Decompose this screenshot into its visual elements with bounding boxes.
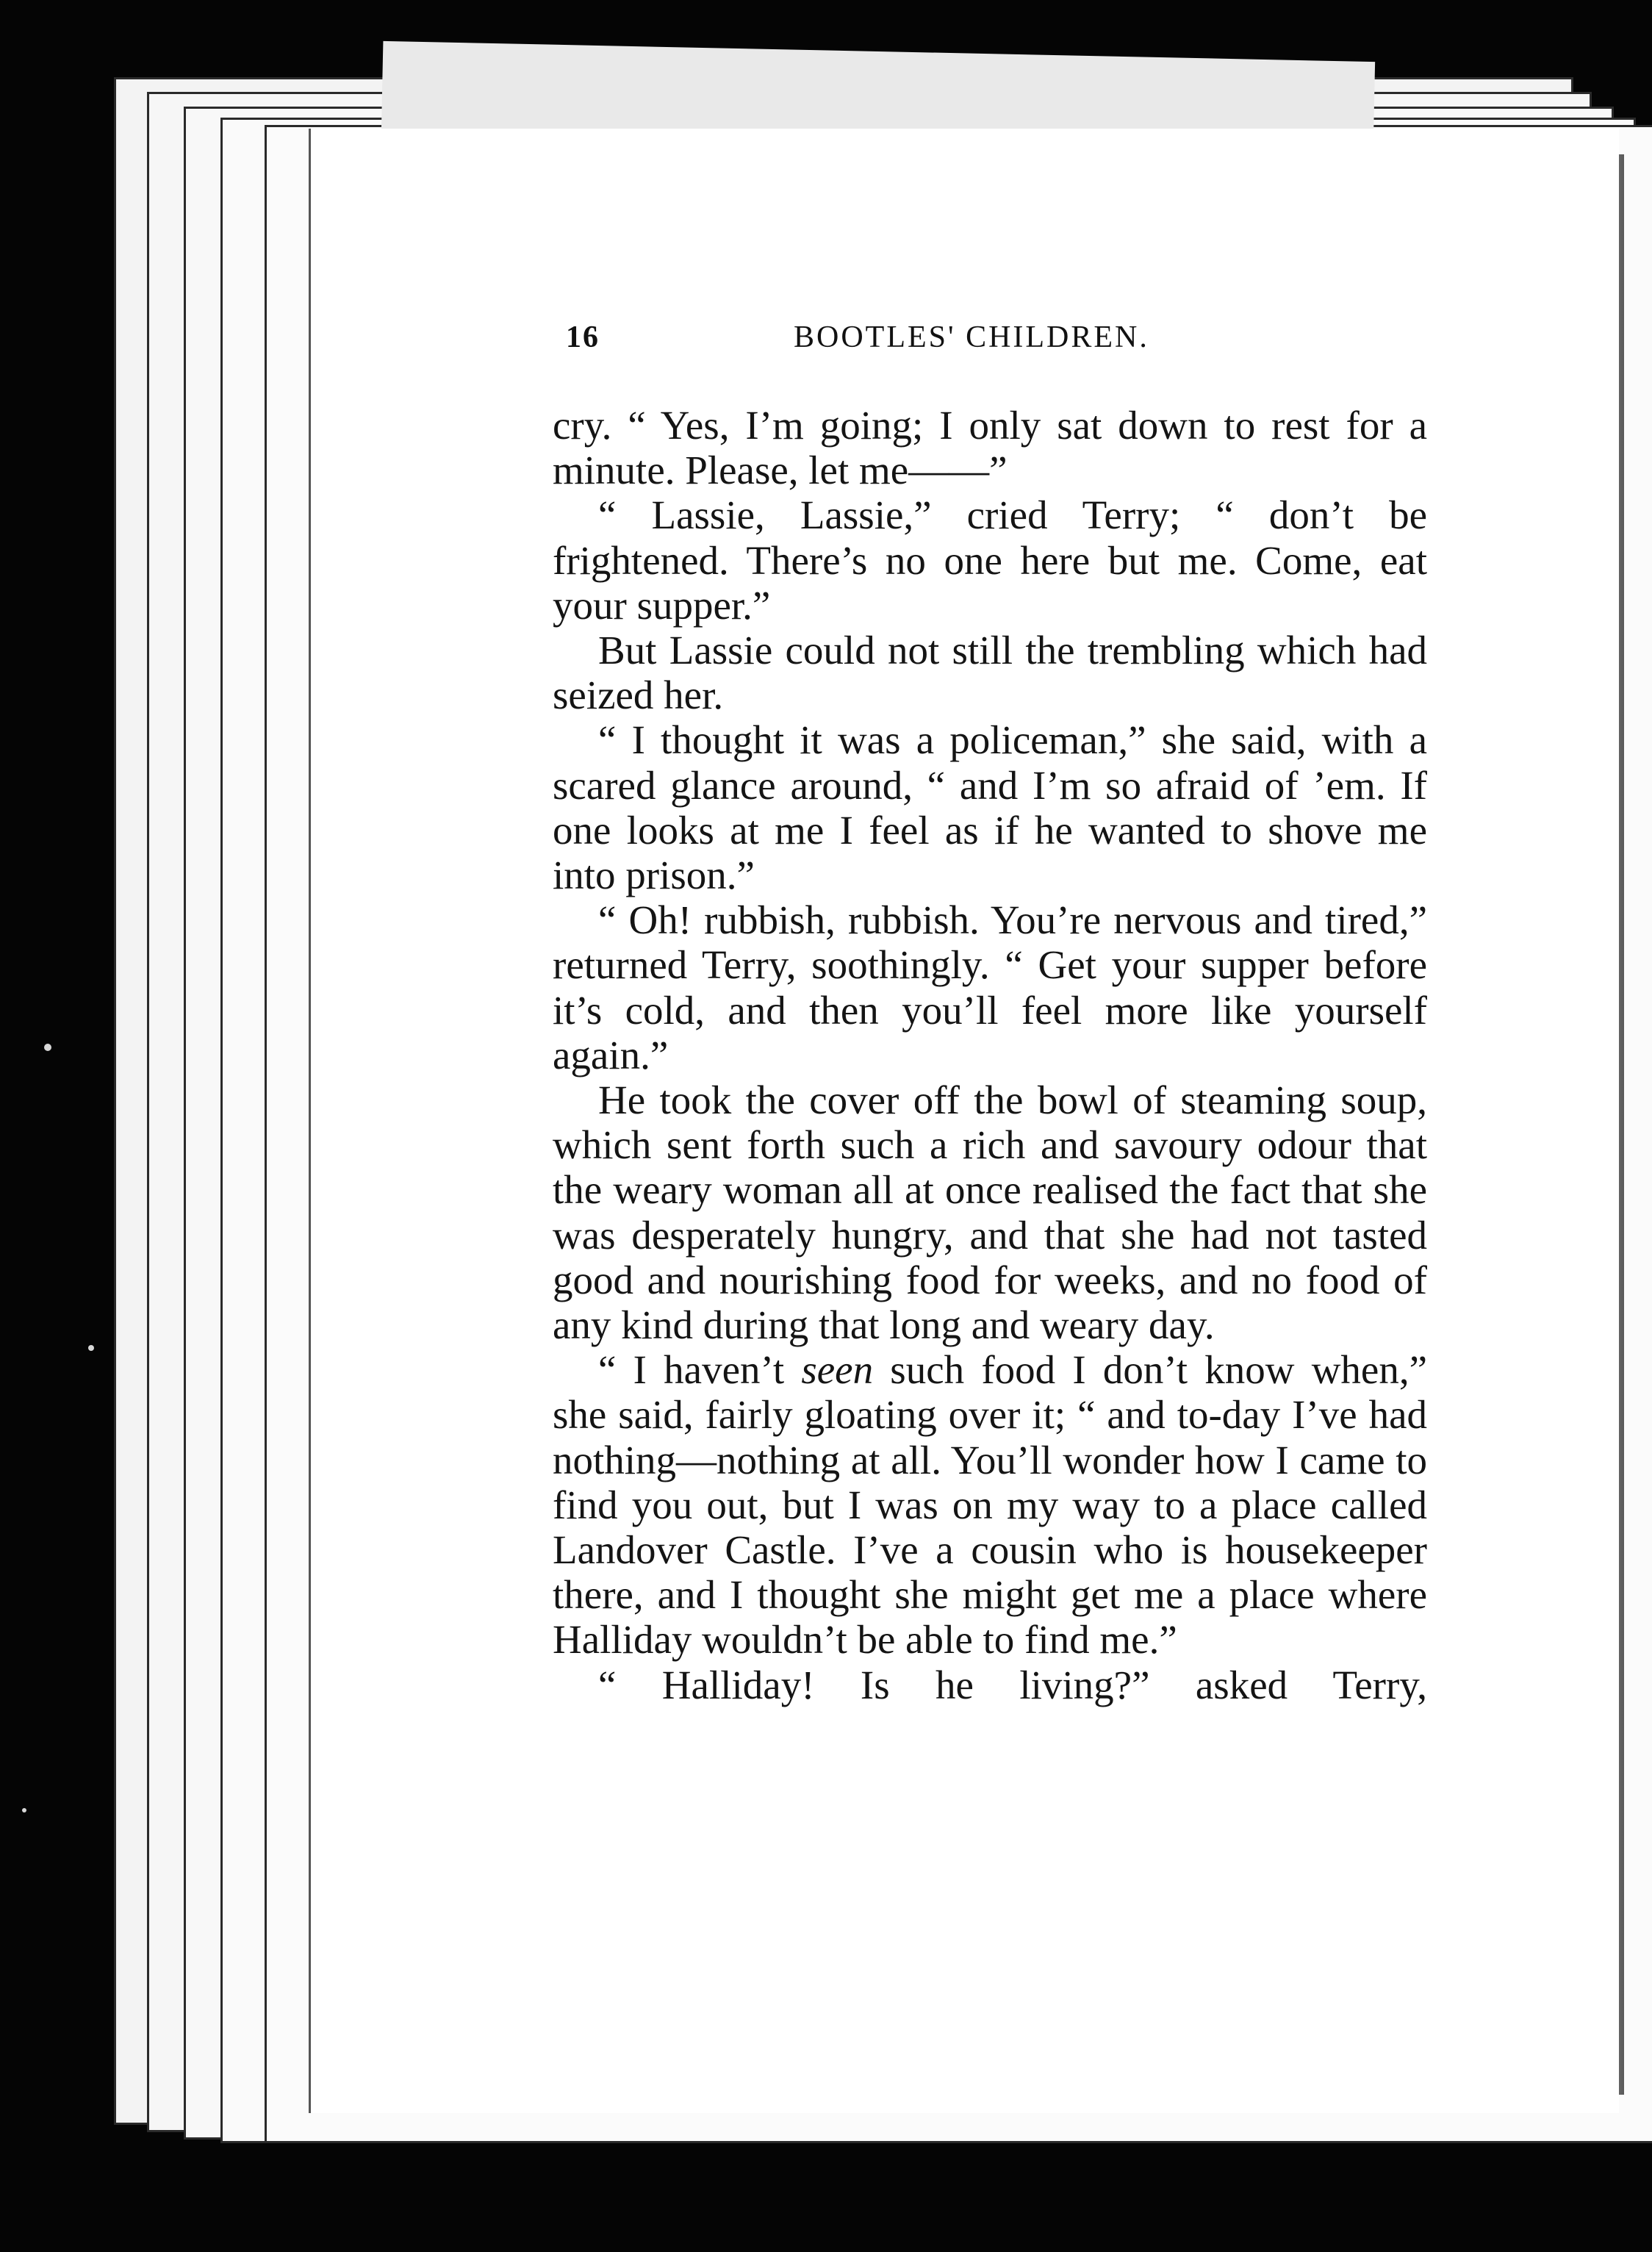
paragraph: “ Lassie, Lassie,” cried Terry; “ don’t be frightened. There’s no one here but me. Come, eat your supper.” [553,492,1427,628]
dust-speck [44,1044,51,1051]
body-text [553,403,1427,1707]
paragraph: cry. “ Yes, I’m going; I only sat down to rest for a minute. Please, let me——” [553,403,1427,493]
paragraph [553,1347,1427,1662]
dust-speck [22,1808,26,1812]
paragraph-text: such food I don’t know when,” she said, fairly gloating over it; “ and to-day I’ve had nothing—nothing at all. You’ll wonder how I came to find you out, but I was on my way to a place called Landover Castle. I’ve a cousin who is housekeeper there, and I thought she might get me a place where Halliday wouldn’t be able to find me.” [553,1347,1428,1663]
emphasis-text: seen [801,1347,874,1393]
dust-speck [88,1345,94,1351]
paragraph: “ Halliday! Is he living?” asked Terry, [598,1662,1427,1707]
paragraph: “ I thought it was a policeman,” she said, with a scared glance around, “ and I’m so afraid of ’em. If one looks at me I feel as if he wanted to shove me into prison.” [553,717,1427,898]
paragraph: But Lassie could not still the trembling which had seized her. [553,628,1427,718]
running-title: BOOTLES' CHILDREN. [794,320,1149,354]
paragraph-text: “ I haven’t [598,1347,802,1393]
page-number: 16 [566,320,600,354]
paragraph: “ Oh! rubbish, rubbish. You’re nervous and tired,” returned Terry, soothingly. “ Get your supper before it’s cold, and then you’ll feel more like yourself again.” [553,897,1427,1077]
page-header [566,320,1271,364]
paragraph: He took the cover off the bowl of steaming soup, which sent forth such a rich and savoury odour that the weary woman all at once realised the fact that she was desperately hungry, and that she had not tasted good and nourishing food for weeks, and no food of any kind during that long and weary day. [553,1077,1427,1348]
